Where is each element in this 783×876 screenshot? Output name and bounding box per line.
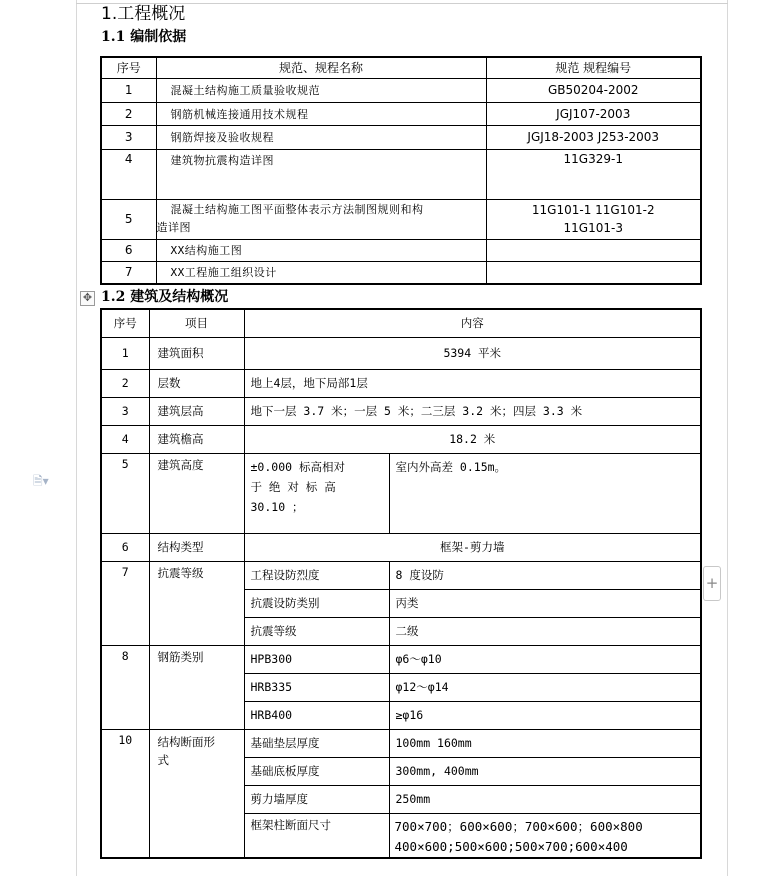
- standard-code-line2: 11G101-3: [563, 221, 623, 235]
- sub-label: HPB300: [244, 645, 389, 673]
- item-label: 抗震等级: [149, 561, 244, 645]
- header-cell: 序号: [101, 57, 156, 78]
- item-label: 钢筋类别: [149, 645, 244, 729]
- sub-value: 8 度设防: [389, 561, 701, 589]
- table-row: [101, 337, 701, 369]
- table-row: [101, 729, 701, 757]
- section-1-title: 1.1 编制依据: [101, 29, 187, 45]
- row-number: 10: [101, 729, 149, 858]
- sub-value: φ6～φ10: [389, 645, 701, 673]
- sub-label: 基础底板厚度: [244, 757, 389, 785]
- row-number: 3: [101, 125, 156, 149]
- standard-code: GB50204-2002: [486, 78, 701, 102]
- table-header-row: [101, 57, 701, 78]
- page-left-edge: [76, 0, 77, 876]
- item-label: 建筑面积: [149, 337, 244, 369]
- sub-value-line2: 400×600;500×600;500×700;600×400: [394, 838, 628, 854]
- sub-label: HRB400: [244, 701, 389, 729]
- sub-value: 100mm 160mm: [389, 729, 701, 757]
- standard-name: 建筑物抗震构造详图: [156, 149, 486, 199]
- table-header-row: [101, 309, 701, 337]
- row-number: 6: [101, 533, 149, 561]
- row-number: 7: [101, 261, 156, 284]
- standard-code: [486, 239, 701, 261]
- standard-code: [486, 261, 701, 284]
- standard-name: 混凝土结构施工质量验收规范: [156, 78, 486, 102]
- table-row: [101, 149, 701, 199]
- table-row: [101, 453, 701, 533]
- table-move-handle-icon[interactable]: ✥: [80, 291, 95, 306]
- sub-value: 丙类: [389, 589, 701, 617]
- building-overview-table: [100, 308, 702, 859]
- sub-label: 抗震设防类别: [244, 589, 389, 617]
- row-number: 4: [101, 149, 156, 199]
- table-row: [101, 239, 701, 261]
- sub-label: 框架柱断面尺寸: [244, 813, 389, 858]
- standard-code: 11G329-1: [486, 149, 701, 199]
- sub-value: 300mm, 400mm: [389, 757, 701, 785]
- item-value-a-line3: 30.10 ；: [250, 499, 304, 514]
- table-row: [101, 102, 701, 125]
- table-row: [101, 561, 701, 589]
- header-cell: 规范 规程编号: [486, 57, 701, 78]
- item-value-b: 室内外高差 0.15m。: [389, 453, 701, 533]
- sub-label: 基础垫层厚度: [244, 729, 389, 757]
- standard-code-line1: 11G101-1 11G101-2: [531, 203, 655, 217]
- item-value: 地上4层，地下局部1层: [244, 369, 701, 397]
- item-label: [149, 729, 244, 858]
- standard-name: 钢筋焊接及验收规程: [156, 125, 486, 149]
- table-row: [101, 369, 701, 397]
- item-label: 建筑高度: [149, 453, 244, 533]
- standard-name: 钢筋机械连接通用技术规程: [156, 102, 486, 125]
- header-cell: 内容: [244, 309, 701, 337]
- item-label: 建筑檐高: [149, 425, 244, 453]
- table-row: [101, 199, 701, 239]
- sub-value: 250mm: [389, 785, 701, 813]
- table-row: [101, 397, 701, 425]
- sub-label: 剪力墙厚度: [244, 785, 389, 813]
- row-number: 5: [101, 199, 156, 239]
- table-row: [101, 78, 701, 102]
- item-label-line1: 结构断面形: [157, 734, 215, 749]
- row-number: 1: [101, 337, 149, 369]
- header-cell: 规范、规程名称: [156, 57, 486, 78]
- row-number: 5: [101, 453, 149, 533]
- sub-value-line1: 700×700；600×600；700×600；600×800: [394, 818, 643, 834]
- row-number: 6: [101, 239, 156, 261]
- item-label: 层数: [149, 369, 244, 397]
- row-number: 4: [101, 425, 149, 453]
- table-row: [101, 261, 701, 284]
- header-cell: 序号: [101, 309, 149, 337]
- table-row: [101, 645, 701, 673]
- item-label: 结构类型: [149, 533, 244, 561]
- standard-name: XX工程施工组织设计: [156, 261, 486, 284]
- sub-label: HRB335: [244, 673, 389, 701]
- header-cell: 项目: [149, 309, 244, 337]
- standard-name-line2: 造详图: [156, 221, 191, 234]
- table-row: [101, 425, 701, 453]
- section-2-title: 1.2 建筑及结构概况: [101, 289, 229, 305]
- document-options-icon[interactable]: 🗎▾: [33, 474, 49, 488]
- standard-name: [156, 199, 486, 239]
- item-label: 建筑层高: [149, 397, 244, 425]
- sub-value: φ12～φ14: [389, 673, 701, 701]
- standard-name: XX结构施工图: [156, 239, 486, 261]
- item-value: 5394 平米: [244, 337, 701, 369]
- item-value-a: [244, 453, 389, 533]
- sub-value: ≥φ16: [389, 701, 701, 729]
- standards-table: [100, 56, 702, 285]
- page-right-edge: [727, 0, 728, 876]
- standard-code: JGJ107-2003: [486, 102, 701, 125]
- item-value-a-line2: 于 绝 对 标 高: [250, 479, 336, 494]
- row-number: 8: [101, 645, 149, 729]
- item-value-a-line1: ±0.000 标高相对: [250, 459, 345, 474]
- item-value: 框架-剪力墙: [244, 533, 701, 561]
- row-number: 1: [101, 78, 156, 102]
- standard-name-line1: 混凝土结构施工图平面整体表示方法制图规则和构: [170, 203, 424, 216]
- standard-code: JGJ18-2003 J253-2003: [486, 125, 701, 149]
- standard-code: [486, 199, 701, 239]
- add-row-plus-icon[interactable]: +: [703, 566, 721, 601]
- item-value: 地下一层 3.7 米；一层 5 米；二三层 3.2 米；四层 3.3 米: [244, 397, 701, 425]
- table-row: [101, 533, 701, 561]
- sub-value: [389, 813, 701, 858]
- row-number: 2: [101, 369, 149, 397]
- sub-value: 二级: [389, 617, 701, 645]
- row-number: 3: [101, 397, 149, 425]
- item-label-line2: 式: [157, 752, 169, 767]
- sub-label: 工程设防烈度: [244, 561, 389, 589]
- table-row: [101, 125, 701, 149]
- heading-1: 1.工程概况: [101, 4, 186, 24]
- row-number: 2: [101, 102, 156, 125]
- row-number: 7: [101, 561, 149, 645]
- item-value: 18.2 米: [244, 425, 701, 453]
- sub-label: 抗震等级: [244, 617, 389, 645]
